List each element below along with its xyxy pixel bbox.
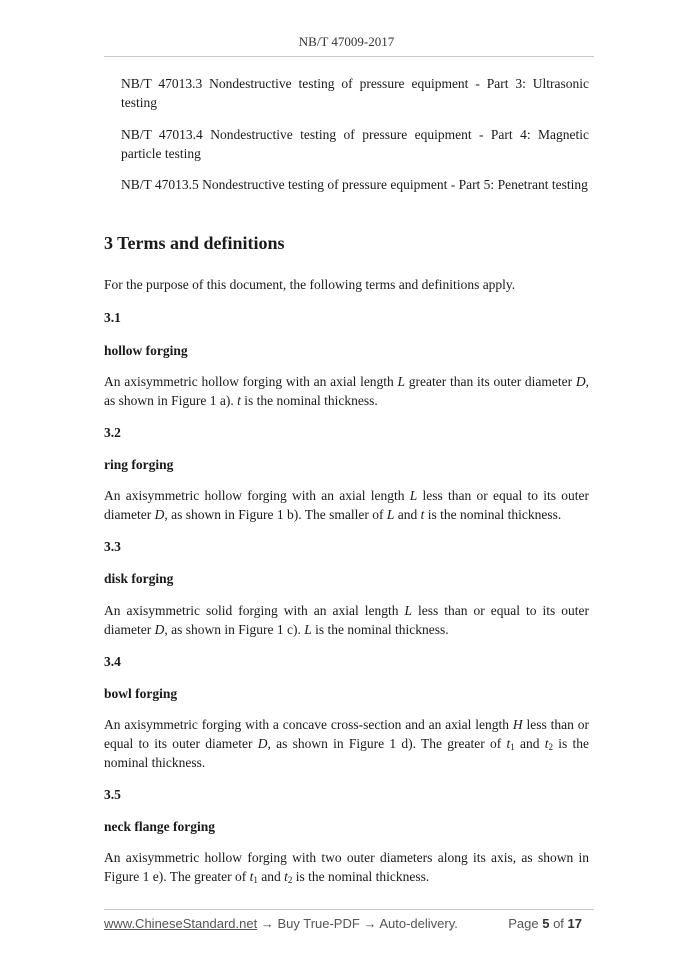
arrow-icon: → (260, 916, 274, 931)
term-number: 3.3 (104, 539, 121, 554)
term-number: 3.2 (104, 425, 121, 440)
page-label: Page (508, 916, 539, 931)
page-total: 17 (567, 916, 582, 931)
delivery-text: Auto-delivery. (379, 916, 458, 931)
reference-item: NB/T 47013.4 Nondestructive testing of pressure equipment - Part 4: Magnetic particle testing (121, 127, 589, 161)
page-of: of (553, 916, 564, 931)
term-name: bowl forging (104, 686, 178, 701)
footer-divider (104, 909, 594, 910)
buy-pdf-text: Buy True-PDF (277, 916, 360, 931)
page-current: 5 (542, 916, 550, 931)
term-definition: An axisymmetric solid forging with an axial length L less than or equal to its outer diameter D, as shown in Figure 1 c). L is the nominal thickness. (104, 603, 590, 637)
site-link[interactable]: www.ChineseStandard.net (104, 916, 258, 931)
term-name: ring forging (104, 457, 174, 472)
reference-item: NB/T 47013.5 Nondestructive testing of pressure equipment - Part 5: Penetrant testing (121, 177, 588, 192)
term-name: disk forging (104, 571, 174, 586)
term-number: 3.4 (104, 654, 121, 669)
section-intro: For the purpose of this document, the following terms and definitions apply. (104, 277, 516, 292)
header-divider (104, 56, 594, 57)
page-header: NB/T 47009-2017 (298, 34, 395, 49)
page-indicator (508, 916, 582, 931)
term-number: 3.5 (104, 787, 121, 802)
term-number: 3.1 (104, 310, 121, 325)
section-heading: 3 Terms and definitions (104, 233, 285, 253)
term-definition: An axisymmetric hollow forging with an axial length L less than or equal to its outer diameter D, as shown in Figure 1 b). The smaller of L and t is the nominal thickness. (104, 488, 589, 522)
term-definition: An axisymmetric hollow forging with two outer diameters along its axis, as shown in Figure 1 e). The greater of $t_1$ and $t_2$ is the nominal thickness. (104, 850, 589, 885)
reference-item: NB/T 47013.3 Nondestructive testing of pressure equipment - Part 3: Ultrasonic testing (121, 76, 589, 110)
term-definition: An axisymmetric forging with a concave cross-section and an axial length H less than or equal to its outer diameter D, as shown in Figure 1 d). The greater of $t_1$ and $t_2$ is the nominal thickness. (104, 717, 590, 770)
footer-links (104, 916, 458, 931)
term-definition: An axisymmetric hollow forging with an axial length L greater than its outer diameter D, as shown in Figure 1 a). t is the nominal thickness. (104, 374, 589, 408)
term-name: hollow forging (104, 343, 188, 358)
term-name: neck flange forging (104, 819, 215, 834)
arrow-icon: → (363, 916, 377, 931)
